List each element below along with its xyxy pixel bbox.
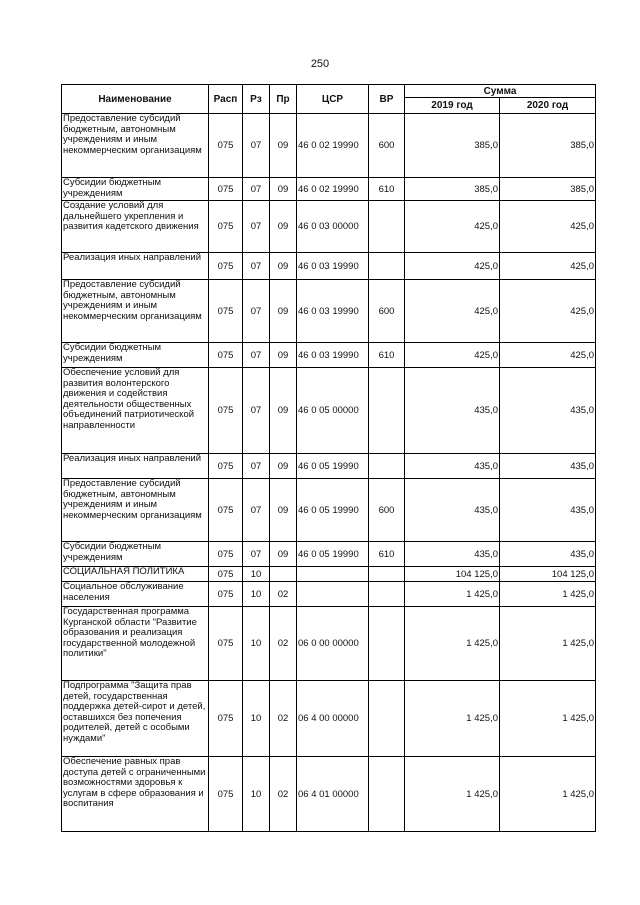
cell-name: Предоставление субсидий бюджетным, автономным учреждениям и иным некоммерческим организациям xyxy=(62,479,209,542)
cell-rz: 07 xyxy=(243,178,270,201)
cell-vr xyxy=(369,582,405,607)
cell-csr: 46 0 05 00000 xyxy=(297,368,369,454)
header-2019: 2019 год xyxy=(405,98,500,114)
cell-rasp: 075 xyxy=(209,253,243,280)
cell-pr: 02 xyxy=(270,681,297,757)
cell-2020: 435,0 xyxy=(500,479,596,542)
cell-csr: 46 0 03 19990 xyxy=(297,280,369,343)
cell-2020: 385,0 xyxy=(500,114,596,178)
cell-rasp: 075 xyxy=(209,757,243,832)
cell-csr: 46 0 03 19990 xyxy=(297,253,369,280)
cell-2020: 425,0 xyxy=(500,280,596,343)
cell-2019: 435,0 xyxy=(405,479,500,542)
cell-pr: 02 xyxy=(270,757,297,832)
cell-csr: 46 0 03 00000 xyxy=(297,201,369,253)
cell-2019: 385,0 xyxy=(405,114,500,178)
cell-rz: 10 xyxy=(243,582,270,607)
cell-name: Обеспечение равных прав доступа детей с ограниченными возможностями здоровья к услугам в сфере образования и воспитания xyxy=(62,757,209,832)
cell-rasp: 075 xyxy=(209,343,243,368)
cell-name: Государственная программа Курганской области "Развитие образования и реализация государственной молодежной политики" xyxy=(62,607,209,681)
cell-rasp: 075 xyxy=(209,201,243,253)
cell-2020: 435,0 xyxy=(500,454,596,479)
cell-name: СОЦИАЛЬНАЯ ПОЛИТИКА xyxy=(62,567,209,582)
cell-csr: 06 0 00 00000 xyxy=(297,607,369,681)
cell-csr xyxy=(297,567,369,582)
cell-rz: 07 xyxy=(243,343,270,368)
cell-2019: 435,0 xyxy=(405,454,500,479)
table-row xyxy=(62,582,596,607)
cell-vr xyxy=(369,567,405,582)
cell-csr xyxy=(297,582,369,607)
cell-csr: 06 4 01 00000 xyxy=(297,757,369,832)
cell-rz: 10 xyxy=(243,607,270,681)
cell-rasp: 075 xyxy=(209,567,243,582)
cell-vr: 600 xyxy=(369,114,405,178)
cell-vr xyxy=(369,454,405,479)
header-rz: Рз xyxy=(243,85,270,114)
table-row xyxy=(62,178,596,201)
cell-csr: 06 4 00 00000 xyxy=(297,681,369,757)
cell-pr: 02 xyxy=(270,607,297,681)
cell-2019: 425,0 xyxy=(405,201,500,253)
table-row xyxy=(62,368,596,454)
header-pr: Пр xyxy=(270,85,297,114)
cell-2020: 1 425,0 xyxy=(500,681,596,757)
cell-2019: 1 425,0 xyxy=(405,607,500,681)
table-row xyxy=(62,454,596,479)
cell-pr: 09 xyxy=(270,454,297,479)
cell-2020: 385,0 xyxy=(500,178,596,201)
cell-rz: 07 xyxy=(243,479,270,542)
cell-vr xyxy=(369,681,405,757)
cell-rz: 07 xyxy=(243,253,270,280)
cell-name: Обеспечение условий для развития волонтерского движения и содействия деятельности общественных объединений патриотической направленности xyxy=(62,368,209,454)
cell-pr: 09 xyxy=(270,343,297,368)
cell-rasp: 075 xyxy=(209,280,243,343)
cell-2020: 435,0 xyxy=(500,542,596,567)
cell-rasp: 075 xyxy=(209,479,243,542)
cell-rasp: 075 xyxy=(209,178,243,201)
cell-2019: 1 425,0 xyxy=(405,582,500,607)
cell-vr xyxy=(369,201,405,253)
cell-rasp: 075 xyxy=(209,114,243,178)
cell-name: Предоставление субсидий бюджетным, автономным учреждениям и иным некоммерческим организациям xyxy=(62,114,209,178)
cell-csr: 46 0 02 19990 xyxy=(297,178,369,201)
header-2020: 2020 год xyxy=(500,98,596,114)
cell-name: Реализация иных направлений xyxy=(62,253,209,280)
table-row xyxy=(62,114,596,178)
cell-pr: 09 xyxy=(270,479,297,542)
cell-2019: 385,0 xyxy=(405,178,500,201)
cell-pr: 09 xyxy=(270,178,297,201)
table-row xyxy=(62,607,596,681)
table-row xyxy=(62,757,596,832)
cell-2019: 1 425,0 xyxy=(405,757,500,832)
cell-vr: 610 xyxy=(369,178,405,201)
cell-name: Подпрограмма "Защита прав детей, государственная поддержка детей-сирот и детей, оставшихся без попечения родителей, детей с особыми нуждами" xyxy=(62,681,209,757)
cell-vr: 600 xyxy=(369,479,405,542)
header-rasp: Расп xyxy=(209,85,243,114)
cell-2019: 1 425,0 xyxy=(405,681,500,757)
cell-name: Предоставление субсидий бюджетным, автономным учреждениям и иным некоммерческим организациям xyxy=(62,280,209,343)
cell-name: Субсидии бюджетным учреждениям xyxy=(62,178,209,201)
budget-table xyxy=(61,84,596,832)
cell-rasp: 075 xyxy=(209,454,243,479)
cell-name: Создание условий для дальнейшего укрепления и развития кадетского движения xyxy=(62,201,209,253)
cell-csr: 46 0 05 19990 xyxy=(297,454,369,479)
table-row xyxy=(62,280,596,343)
page-number: 250 xyxy=(310,58,330,70)
cell-pr: 09 xyxy=(270,368,297,454)
table-row xyxy=(62,343,596,368)
cell-rz: 07 xyxy=(243,542,270,567)
cell-rasp: 075 xyxy=(209,368,243,454)
cell-rz: 07 xyxy=(243,280,270,343)
cell-csr: 46 0 02 19990 xyxy=(297,114,369,178)
cell-rz: 07 xyxy=(243,368,270,454)
cell-2019: 425,0 xyxy=(405,343,500,368)
cell-vr xyxy=(369,757,405,832)
table-row xyxy=(62,542,596,567)
cell-2019: 435,0 xyxy=(405,542,500,567)
cell-csr: 46 0 05 19990 xyxy=(297,542,369,567)
cell-rz: 07 xyxy=(243,114,270,178)
cell-pr: 09 xyxy=(270,253,297,280)
cell-rz: 07 xyxy=(243,201,270,253)
cell-vr: 610 xyxy=(369,542,405,567)
cell-2020: 1 425,0 xyxy=(500,607,596,681)
table-row xyxy=(62,567,596,582)
cell-2020: 425,0 xyxy=(500,253,596,280)
cell-pr xyxy=(270,567,297,582)
cell-csr: 46 0 05 19990 xyxy=(297,479,369,542)
cell-2019: 435,0 xyxy=(405,368,500,454)
cell-pr: 09 xyxy=(270,542,297,567)
cell-vr xyxy=(369,607,405,681)
cell-rasp: 075 xyxy=(209,681,243,757)
cell-2019: 104 125,0 xyxy=(405,567,500,582)
table-row xyxy=(62,253,596,280)
cell-pr: 09 xyxy=(270,114,297,178)
header-name: Наименование xyxy=(62,85,209,114)
cell-name: Субсидии бюджетным учреждениям xyxy=(62,343,209,368)
header-vr: ВР xyxy=(369,85,405,114)
cell-name: Социальное обслуживание населения xyxy=(62,582,209,607)
cell-2020: 425,0 xyxy=(500,201,596,253)
table-row xyxy=(62,681,596,757)
cell-rasp: 075 xyxy=(209,607,243,681)
cell-2020: 1 425,0 xyxy=(500,582,596,607)
cell-name: Субсидии бюджетным учреждениям xyxy=(62,542,209,567)
cell-pr: 02 xyxy=(270,582,297,607)
header-sum: Сумма xyxy=(405,85,596,98)
table-row xyxy=(62,479,596,542)
cell-2019: 425,0 xyxy=(405,253,500,280)
cell-vr: 600 xyxy=(369,280,405,343)
header-csr: ЦСР xyxy=(297,85,369,114)
cell-rasp: 075 xyxy=(209,582,243,607)
cell-2019: 425,0 xyxy=(405,280,500,343)
cell-pr: 09 xyxy=(270,201,297,253)
cell-pr: 09 xyxy=(270,280,297,343)
cell-2020: 425,0 xyxy=(500,343,596,368)
cell-vr xyxy=(369,253,405,280)
cell-2020: 104 125,0 xyxy=(500,567,596,582)
cell-name: Реализация иных направлений xyxy=(62,454,209,479)
cell-rz: 10 xyxy=(243,567,270,582)
cell-rz: 07 xyxy=(243,454,270,479)
cell-vr: 610 xyxy=(369,343,405,368)
cell-rz: 10 xyxy=(243,757,270,832)
table-row xyxy=(62,201,596,253)
cell-rasp: 075 xyxy=(209,542,243,567)
cell-2020: 435,0 xyxy=(500,368,596,454)
cell-csr: 46 0 03 19990 xyxy=(297,343,369,368)
cell-2020: 1 425,0 xyxy=(500,757,596,832)
cell-rz: 10 xyxy=(243,681,270,757)
cell-vr xyxy=(369,368,405,454)
